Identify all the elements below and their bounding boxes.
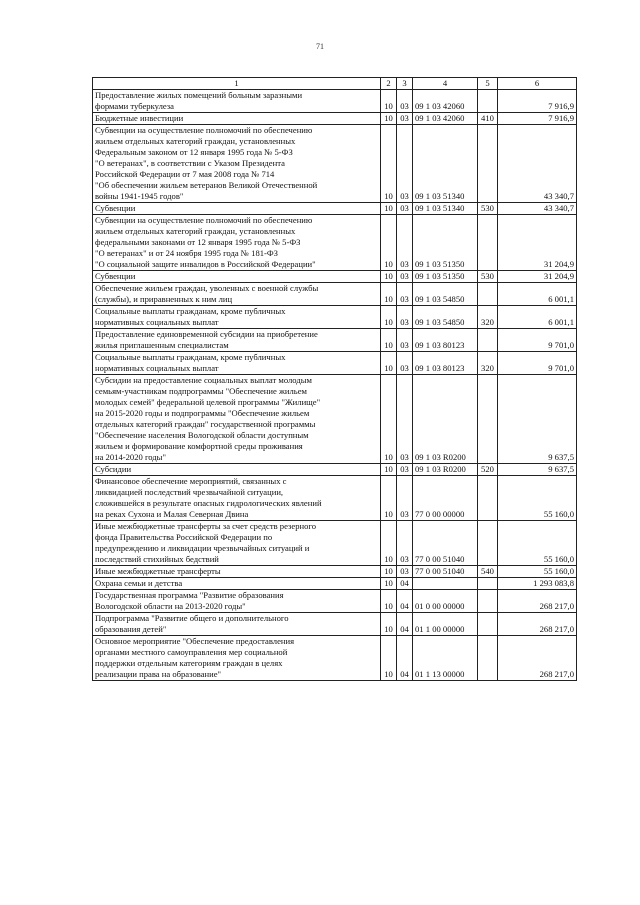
row-name-cell: Предоставление жилых помещений больным заразными формами туберкулеза <box>93 90 381 113</box>
row-name-cell: Иные межбюджетные трансферты за счет средств резерного фонда Правительства Российской Федерации по предупреждению и ликвидации чрезвычайных ситуаций и последствий стихийных бедствий <box>93 521 381 566</box>
row-name-cell: Бюджетные инвестиции <box>93 113 381 125</box>
row-sum-cell: 1 293 083,8 <box>498 578 577 590</box>
row-pr-cell: 03 <box>397 375 413 464</box>
row-csr-cell: 01 1 13 00000 <box>413 636 478 681</box>
row-rz-cell: 10 <box>381 90 397 113</box>
row-vr-cell: 520 <box>478 464 498 476</box>
table-row <box>93 215 577 271</box>
page-number: 71 <box>316 42 324 51</box>
table-row <box>93 352 577 375</box>
row-pr-cell: 03 <box>397 203 413 215</box>
table-row <box>93 113 577 125</box>
row-pr-cell: 03 <box>397 306 413 329</box>
col-header-name: 1 <box>93 78 381 90</box>
row-csr-cell: 77 0 00 51040 <box>413 521 478 566</box>
row-name-cell: Субвенции на осуществление полномочий по обеспечению жильем отдельных категорий граждан, установленных Федеральным законом от 12 января 1995 года № 5-ФЗ "О ветеранах", в соответствии с Указом Президента Российской Федерации от 7 мая 2008 года № 714 "Об обеспечении жильем ветеранов Великой Отечественной войны 1941-1945 годов" <box>93 125 381 203</box>
row-vr-cell <box>478 375 498 464</box>
row-sum-cell: 6 001,1 <box>498 306 577 329</box>
row-vr-cell <box>478 476 498 521</box>
row-pr-cell: 03 <box>397 521 413 566</box>
row-rz-cell: 10 <box>381 590 397 613</box>
row-sum-cell: 31 204,9 <box>498 271 577 283</box>
row-name-cell: Иные межбюджетные трансферты <box>93 566 381 578</box>
table-row <box>93 464 577 476</box>
table-row <box>93 590 577 613</box>
table-row <box>93 306 577 329</box>
row-name-cell: Социальные выплаты гражданам, кроме публичных нормативных социальных выплат <box>93 306 381 329</box>
row-sum-cell: 9 701,0 <box>498 352 577 375</box>
row-vr-cell <box>478 578 498 590</box>
row-vr-cell: 410 <box>478 113 498 125</box>
row-name-cell: Государственная программа "Развитие образования Вологодской области на 2013-2020 годы" <box>93 590 381 613</box>
table-row <box>93 375 577 464</box>
col-header-vr: 5 <box>478 78 498 90</box>
row-name-cell: Субсидии на предоставление социальных выплат молодым семьям-участникам подпрограммы "Обеспечение жильем молодых семей" федеральной целевой программы "Жилище" на 2015-2020 годы и подпрограммы "Обеспечение жильем отдельных категорий граждан" государственной программы "Обеспечение населения Вологодской области доступным жильем и формирование комфортной среды проживания на 2014-2020 годы" <box>93 375 381 464</box>
row-sum-cell: 268 217,0 <box>498 636 577 681</box>
row-name-cell: Охрана семьи и детства <box>93 578 381 590</box>
row-sum-cell: 55 160,0 <box>498 521 577 566</box>
row-csr-cell: 09 1 03 51350 <box>413 215 478 271</box>
row-pr-cell: 04 <box>397 613 413 636</box>
row-sum-cell: 9 701,0 <box>498 329 577 352</box>
row-sum-cell: 55 160,0 <box>498 566 577 578</box>
row-vr-cell: 320 <box>478 352 498 375</box>
row-csr-cell: 09 1 03 51340 <box>413 203 478 215</box>
table-row <box>93 476 577 521</box>
row-csr-cell: 01 0 00 00000 <box>413 590 478 613</box>
table-row <box>93 90 577 113</box>
row-csr-cell: 09 1 03 42060 <box>413 113 478 125</box>
row-vr-cell <box>478 590 498 613</box>
row-pr-cell: 03 <box>397 283 413 306</box>
row-csr-cell: 09 1 03 51350 <box>413 271 478 283</box>
row-pr-cell: 03 <box>397 113 413 125</box>
row-pr-cell: 03 <box>397 125 413 203</box>
row-sum-cell: 7 916,9 <box>498 90 577 113</box>
row-rz-cell: 10 <box>381 578 397 590</box>
row-sum-cell: 6 001,1 <box>498 283 577 306</box>
row-rz-cell: 10 <box>381 521 397 566</box>
row-sum-cell: 9 637,5 <box>498 464 577 476</box>
table-row <box>93 521 577 566</box>
row-vr-cell <box>478 125 498 203</box>
col-header-rz: 2 <box>381 78 397 90</box>
table-row <box>93 125 577 203</box>
row-name-cell: Предоставление единовременной субсидии на приобретение жилья приглашенным специалистам <box>93 329 381 352</box>
row-sum-cell: 43 340,7 <box>498 125 577 203</box>
row-sum-cell: 268 217,0 <box>498 613 577 636</box>
row-sum-cell: 43 340,7 <box>498 203 577 215</box>
row-pr-cell: 03 <box>397 476 413 521</box>
row-csr-cell: 09 1 03 80123 <box>413 329 478 352</box>
row-rz-cell: 10 <box>381 271 397 283</box>
row-sum-cell: 55 160,0 <box>498 476 577 521</box>
col-header-pr: 3 <box>397 78 413 90</box>
row-name-cell: Основное мероприятие "Обеспечение предоставления органами местного самоуправления мер социальной поддержки отдельным категориям граждан в целях реализации права на образование" <box>93 636 381 681</box>
row-name-cell: Социальные выплаты гражданам, кроме публичных нормативных социальных выплат <box>93 352 381 375</box>
row-rz-cell: 10 <box>381 566 397 578</box>
row-pr-cell: 04 <box>397 636 413 681</box>
row-csr-cell: 01 1 00 00000 <box>413 613 478 636</box>
row-vr-cell <box>478 613 498 636</box>
row-vr-cell: 530 <box>478 271 498 283</box>
row-rz-cell: 10 <box>381 375 397 464</box>
table-row <box>93 566 577 578</box>
row-rz-cell: 10 <box>381 613 397 636</box>
row-csr-cell: 77 0 00 00000 <box>413 476 478 521</box>
row-pr-cell: 04 <box>397 590 413 613</box>
row-rz-cell: 10 <box>381 306 397 329</box>
row-sum-cell: 31 204,9 <box>498 215 577 271</box>
row-name-cell: Обеспечение жильем граждан, уволенных с военной службы (службы), и приравненных к ним лиц <box>93 283 381 306</box>
row-csr-cell: 09 1 03 R0200 <box>413 375 478 464</box>
table-row <box>93 613 577 636</box>
row-vr-cell: 540 <box>478 566 498 578</box>
table-row <box>93 329 577 352</box>
row-csr-cell: 09 1 03 54850 <box>413 283 478 306</box>
row-rz-cell: 10 <box>381 329 397 352</box>
row-pr-cell: 03 <box>397 464 413 476</box>
budget-table <box>92 77 577 681</box>
row-pr-cell: 03 <box>397 90 413 113</box>
row-rz-cell: 10 <box>381 113 397 125</box>
row-vr-cell <box>478 215 498 271</box>
row-rz-cell: 10 <box>381 464 397 476</box>
row-sum-cell: 9 637,5 <box>498 375 577 464</box>
row-sum-cell: 7 916,9 <box>498 113 577 125</box>
row-name-cell: Финансовое обеспечение мероприятий, связанных с ликвидацией последствий чрезвычайной ситуации, сложившейся в результате опасных гидрологических явлений на реках Сухона и Малая Северная Двина <box>93 476 381 521</box>
table-row <box>93 578 577 590</box>
row-pr-cell: 04 <box>397 578 413 590</box>
row-csr-cell: 09 1 03 54850 <box>413 306 478 329</box>
table-row <box>93 271 577 283</box>
row-name-cell: Субвенции <box>93 271 381 283</box>
row-name-cell: Подпрограмма "Развитие общего и дополнительного образования детей" <box>93 613 381 636</box>
row-name-cell: Субсидии <box>93 464 381 476</box>
row-vr-cell: 530 <box>478 203 498 215</box>
row-vr-cell: 320 <box>478 306 498 329</box>
header-row <box>93 78 577 90</box>
row-vr-cell <box>478 90 498 113</box>
table-row <box>93 283 577 306</box>
row-pr-cell: 03 <box>397 329 413 352</box>
col-header-csr: 4 <box>413 78 478 90</box>
row-vr-cell <box>478 636 498 681</box>
row-name-cell: Субвенции на осуществление полномочий по обеспечению жильем отдельных категорий граждан, установленных федеральными законами от 12 января 1995 года № 5-ФЗ "О ветеранах" и от 24 ноября 1995 года № 181-ФЗ "О социальной защите инвалидов в Российской Федерации" <box>93 215 381 271</box>
row-pr-cell: 03 <box>397 215 413 271</box>
row-rz-cell: 10 <box>381 476 397 521</box>
row-pr-cell: 03 <box>397 271 413 283</box>
row-csr-cell: 77 0 00 51040 <box>413 566 478 578</box>
row-vr-cell <box>478 329 498 352</box>
row-csr-cell: 09 1 03 51340 <box>413 125 478 203</box>
row-vr-cell <box>478 521 498 566</box>
table-row <box>93 203 577 215</box>
row-rz-cell: 10 <box>381 125 397 203</box>
row-sum-cell: 268 217,0 <box>498 590 577 613</box>
row-rz-cell: 10 <box>381 203 397 215</box>
row-csr-cell: 09 1 03 R0200 <box>413 464 478 476</box>
row-rz-cell: 10 <box>381 215 397 271</box>
row-vr-cell <box>478 283 498 306</box>
row-name-cell: Субвенции <box>93 203 381 215</box>
row-pr-cell: 03 <box>397 352 413 375</box>
row-rz-cell: 10 <box>381 352 397 375</box>
row-rz-cell: 10 <box>381 283 397 306</box>
col-header-sum: 6 <box>498 78 577 90</box>
table-row <box>93 636 577 681</box>
row-csr-cell: 09 1 03 80123 <box>413 352 478 375</box>
row-rz-cell: 10 <box>381 636 397 681</box>
row-csr-cell <box>413 578 478 590</box>
row-csr-cell: 09 1 03 42060 <box>413 90 478 113</box>
row-pr-cell: 03 <box>397 566 413 578</box>
